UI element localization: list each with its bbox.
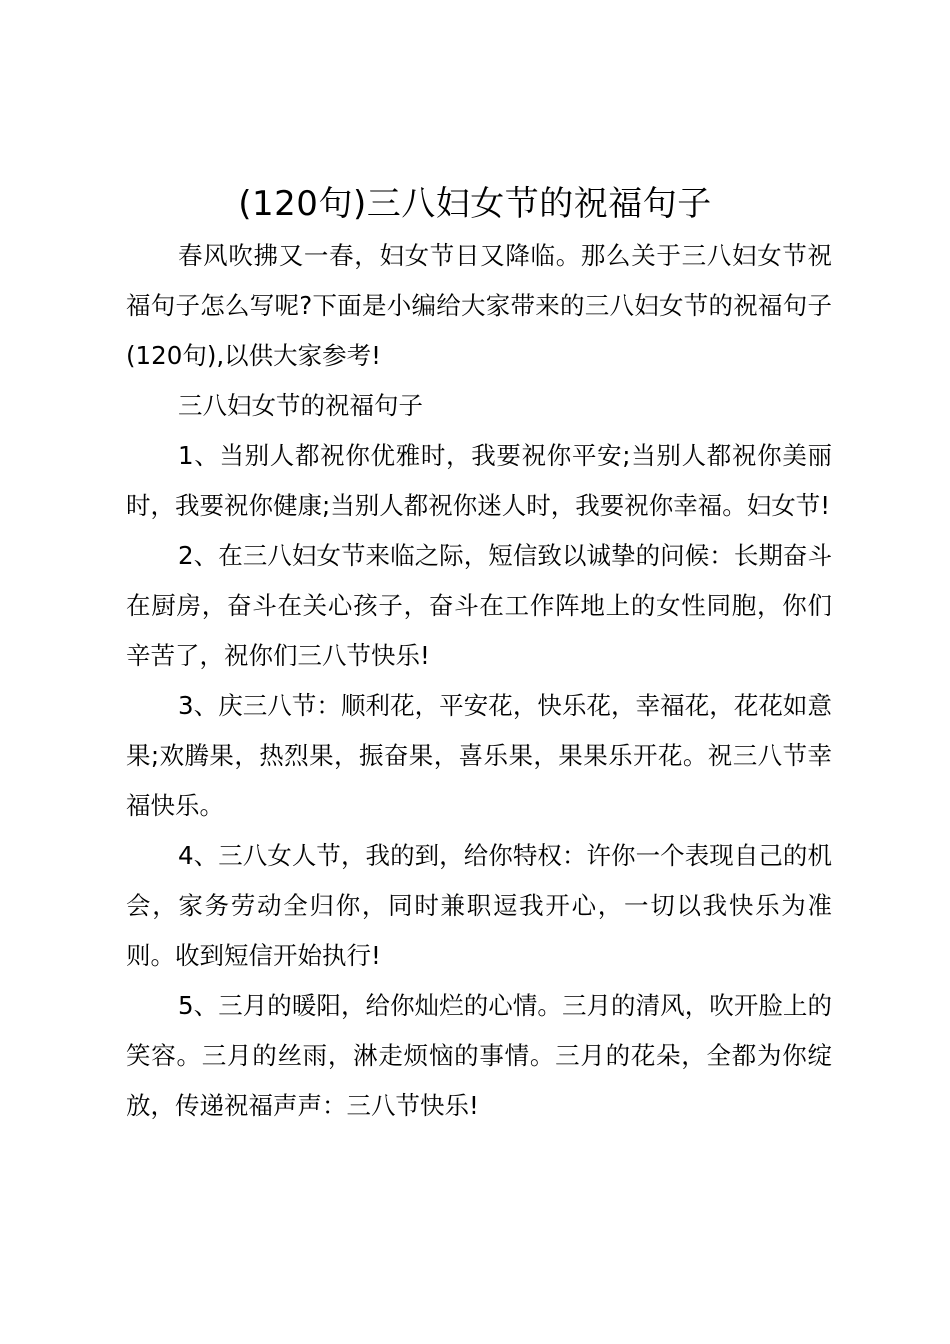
intro-paragraph: 春风吹拂又一春，妇女节日又降临。那么关于三八妇女节祝福句子怎么写呢?下面是小编给大家带来的三八妇女节的祝福句子(120句),以供大家参考! xyxy=(126,241,832,370)
wish-item-1: 1、当别人都祝你优雅时，我要祝你平安;当别人都祝你美丽时，我要祝你健康;当别人都祝你迷人时，我要祝你幸福。妇女节! xyxy=(126,441,832,520)
wish-item-3: 3、庆三八节：顺利花，平安花，快乐花，幸福花，花花如意果;欢腾果，热烈果，振奋果，喜乐果，果果乐开花。祝三八节幸福快乐。 xyxy=(126,691,832,820)
wish-item-5: 5、三月的暖阳，给你灿烂的心情。三月的清风，吹开脸上的笑容。三月的丝雨，淋走烦恼的事情。三月的花朵，全都为你绽放，传递祝福声声：三八节快乐! xyxy=(126,991,832,1120)
section-heading: 三八妇女节的祝福句子 xyxy=(178,391,423,420)
wish-item-2: 2、在三八妇女节来临之际，短信致以诚挚的问候：长期奋斗在厨房，奋斗在关心孩子，奋斗在工作阵地上的女性同胞，你们辛苦了，祝你们三八节快乐! xyxy=(126,541,832,670)
document-body xyxy=(126,231,832,1131)
document-title: (120句)三八妇女节的祝福句子 xyxy=(238,184,712,224)
wish-item-4: 4、三八女人节，我的到，给你特权：许你一个表现自己的机会，家务劳动全归你，同时兼职逗我开心，一切以我快乐为准则。收到短信开始执行! xyxy=(126,841,832,970)
